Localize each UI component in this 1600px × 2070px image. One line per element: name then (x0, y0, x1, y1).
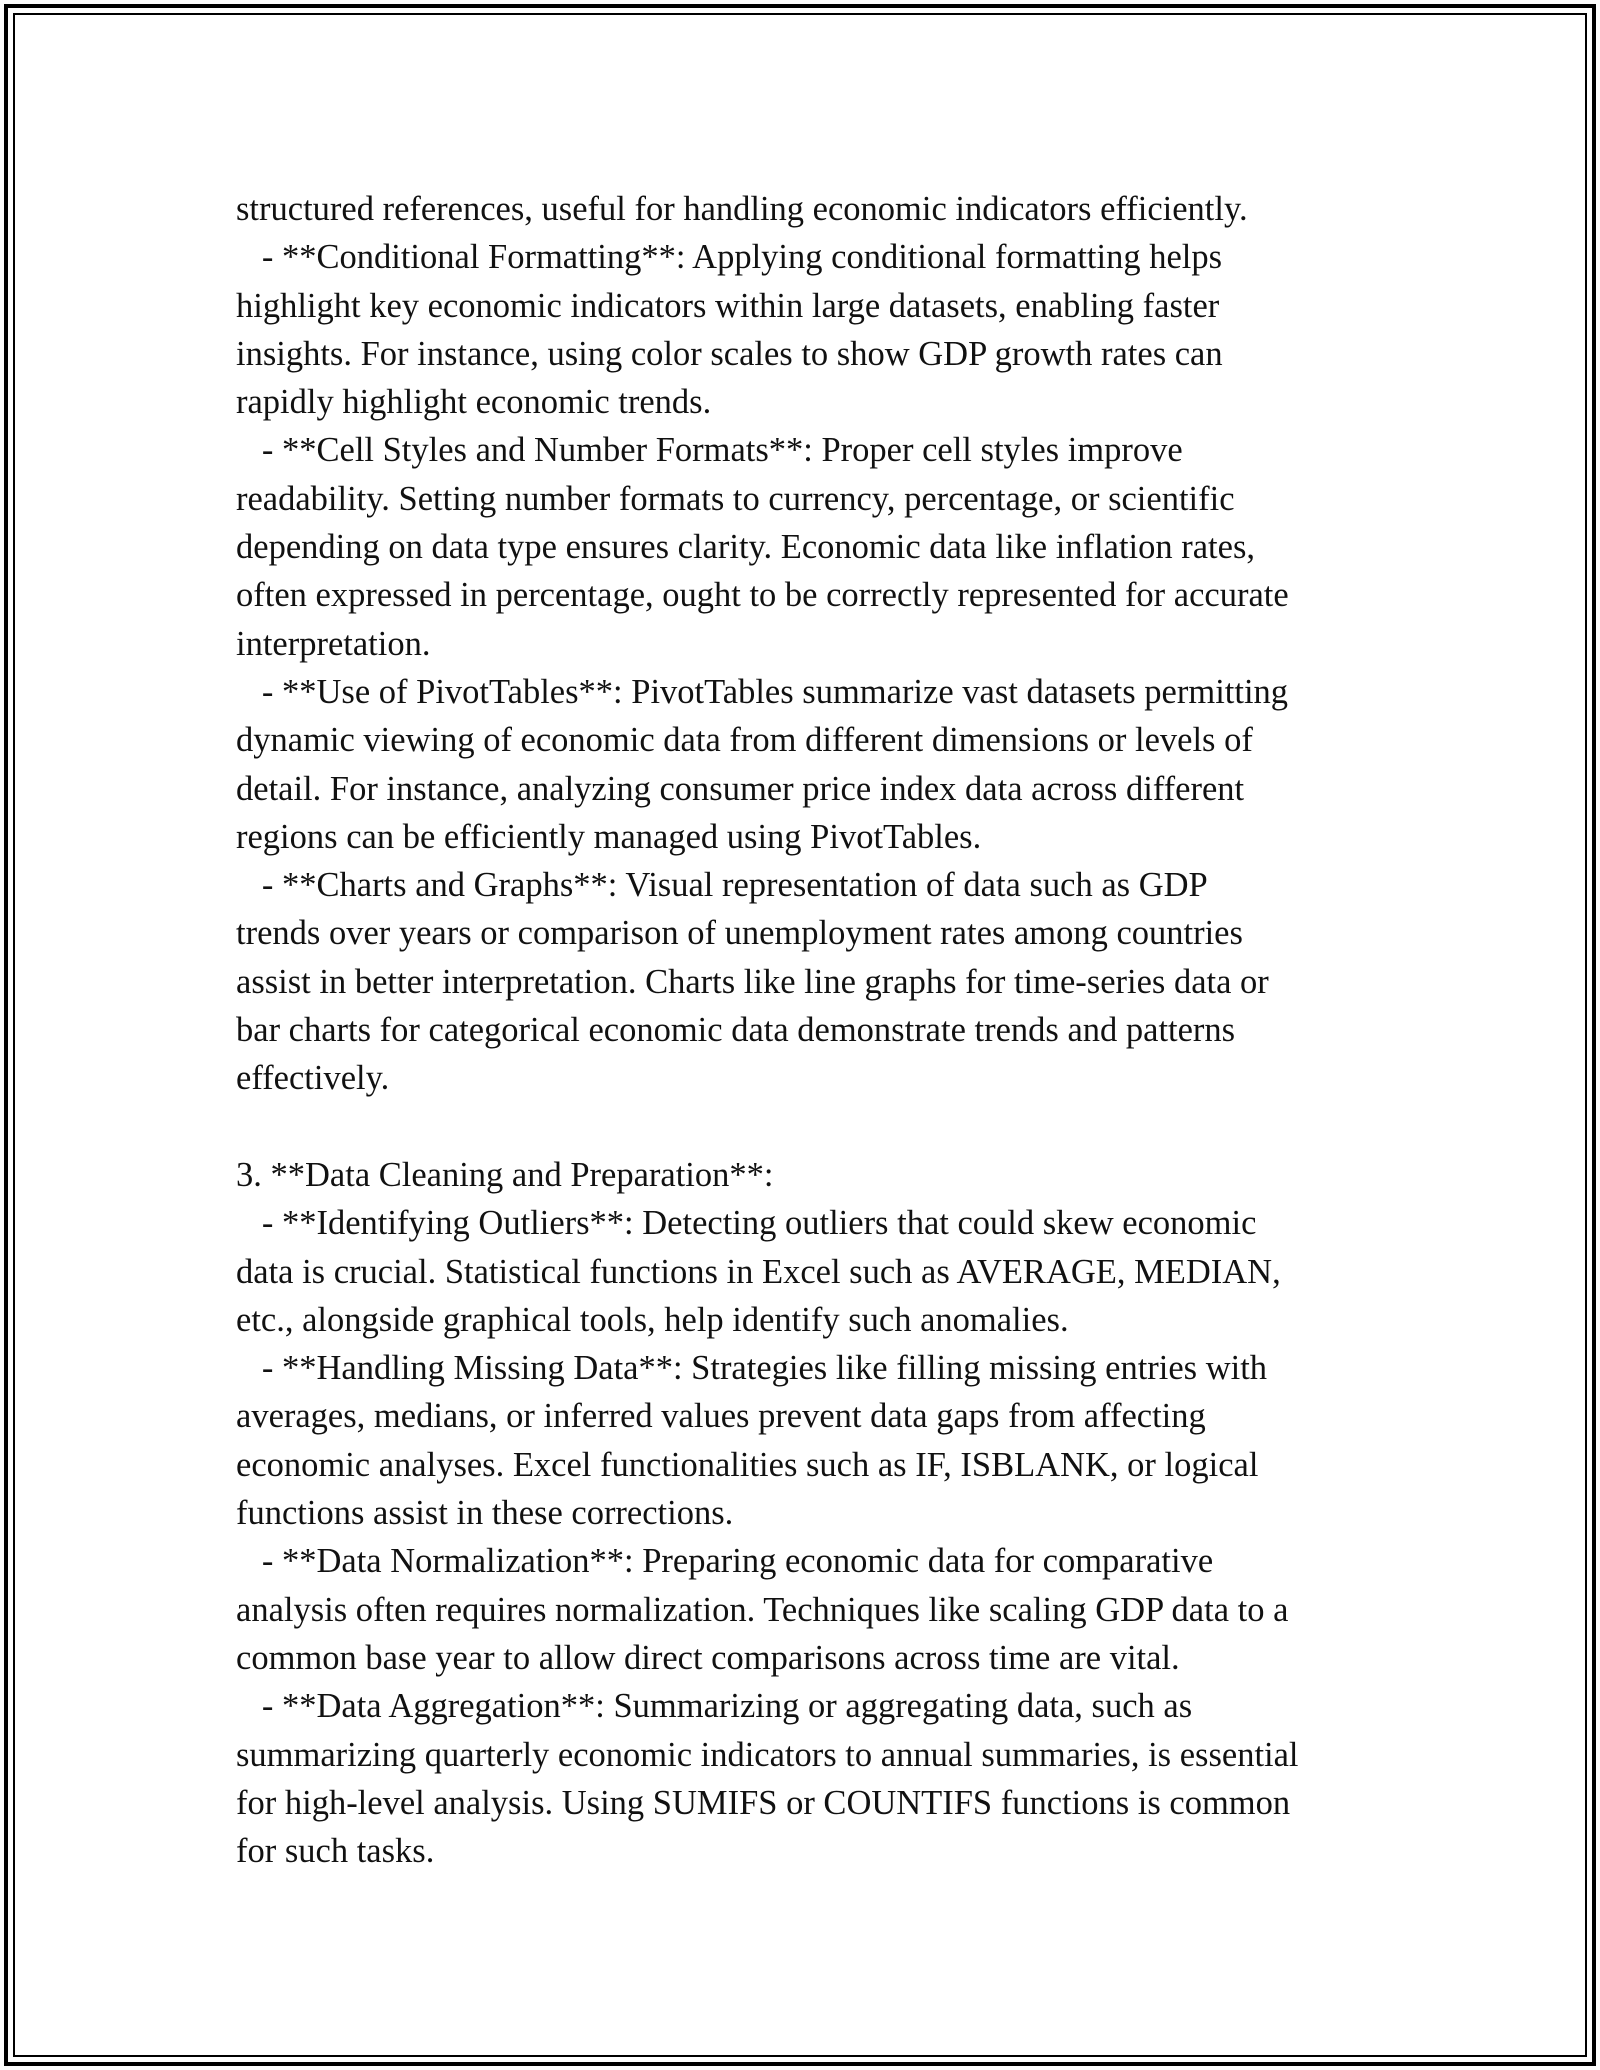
text-line: bar charts for categorical economic data demonstrate trends and patterns (236, 1011, 1236, 1050)
document-body (236, 185, 1366, 1875)
text-line: - **Data Aggregation**: Summarizing or aggregating data, such as (236, 1687, 1193, 1726)
text-line: - **Use of PivotTables**: PivotTables summarize vast datasets permitting (236, 672, 1289, 711)
text-line: often expressed in percentage, ought to be correctly represented for accurate (236, 576, 1289, 615)
text-line: rapidly highlight economic trends. (236, 383, 712, 422)
text-line: - **Cell Styles and Number Formats**: Proper cell styles improve (236, 431, 1183, 470)
text-line: effectively. (236, 1059, 390, 1098)
text-line: readability. Setting number formats to currency, percentage, or scientific (236, 479, 1235, 518)
text-line: - **Conditional Formatting**: Applying conditional formatting helps (236, 238, 1223, 277)
text-line: structured references, useful for handling economic indicators efficiently. (236, 190, 1248, 228)
text-line: economic analyses. Excel functionalities such as IF, ISBLANK, or logical (236, 1445, 1259, 1484)
text-line: detail. For instance, analyzing consumer price index data across different (236, 769, 1245, 808)
text-line: summarizing quarterly economic indicators to annual summaries, is essential (236, 1735, 1299, 1774)
text-line: regions can be efficiently managed using PivotTables. (236, 817, 982, 856)
text-line: data is crucial. Statistical functions in Excel such as AVERAGE, MEDIAN, (236, 1252, 1281, 1291)
text-line: for high-level analysis. Using SUMIFS or COUNTIFS functions is common (236, 1783, 1291, 1822)
text-line: insights. For instance, using color scales to show GDP growth rates can (236, 334, 1223, 373)
text-line: averages, medians, or inferred values prevent data gaps from affecting (236, 1397, 1206, 1436)
text-line: - **Handling Missing Data**: Strategies like filling missing entries with (236, 1349, 1268, 1388)
text-line: highlight key economic indicators within large datasets, enabling faster (236, 286, 1220, 325)
text-line: etc., alongside graphical tools, help identify such anomalies. (236, 1300, 1069, 1339)
text-line: analysis often requires normalization. Techniques like scaling GDP data to a (236, 1590, 1289, 1629)
text-line: assist in better interpretation. Charts like line graphs for time-series data or (236, 962, 1269, 1001)
text-line: common base year to allow direct comparisons across time are vital. (236, 1638, 1180, 1677)
text-line: dynamic viewing of economic data from different dimensions or levels of (236, 721, 1253, 760)
text-line: trends over years or comparison of unemployment rates among countries (236, 914, 1243, 953)
text-line: 3. **Data Cleaning and Preparation**: (236, 1155, 774, 1194)
text-line: - **Identifying Outliers**: Detecting outliers that could skew economic (236, 1204, 1257, 1243)
text-line: functions assist in these corrections. (236, 1494, 734, 1533)
blank-line (236, 1103, 1366, 1151)
text-line: - **Charts and Graphs**: Visual representation of data such as GDP (236, 866, 1208, 905)
text-line: for such tasks. (236, 1832, 435, 1871)
text-line: - **Data Normalization**: Preparing economic data for comparative (236, 1542, 1214, 1581)
text-line: interpretation. (236, 624, 431, 663)
text-line: depending on data type ensures clarity. Economic data like inflation rates, (236, 528, 1255, 567)
